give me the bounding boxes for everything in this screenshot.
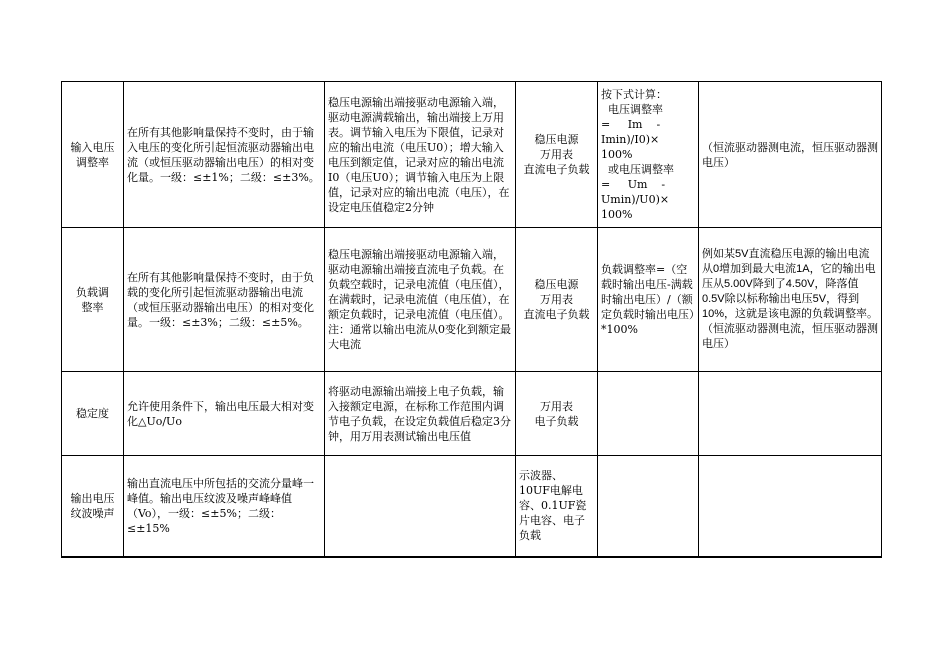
- calculation-cell: [598, 372, 699, 456]
- calculation-cell: 按下式计算： 电压调整率 = Im - Imin)/I0)× 100% 或电压调整率 = Um - Umin)/U0)× 100%: [598, 82, 699, 228]
- definition-cell: 在所有其他影响量保持不变时，由于输入电压的变化所引起恒流驱动器输出电流（或恒压驱动器输出电压）的相对变化量。一级：≤±1%；二级：≤±3%。: [124, 82, 325, 228]
- equipment-cell: 万用表 电子负载: [516, 372, 598, 456]
- test-method-cell: 稳压电源输出端接驱动电源输入端，驱动电源满载输出，输出端接上万用表。调节输入电压为下限值，记录对应的输出电流（电压U0）；增大输入电压到额定值，记录对应的输出电流I0（电压U0）；调节输入电压为上限值，记录对应的输出电流（电压），在设定电压值稳定2分钟: [325, 82, 516, 228]
- calculation-cell: 负载调整率=（空载时输出电压-满载时输出电压）/（额定负载时输出电压）*100%: [598, 228, 699, 372]
- item-name-cell: 输入电压 调整率: [62, 82, 124, 228]
- equipment-cell: 示波器、 10UF电解电容、0.1UF瓷片电容、电子负载: [516, 456, 598, 557]
- definition-cell: 允许使用条件下，输出电压最大相对变化△Uo/Uo: [124, 372, 325, 456]
- remark-cell: [699, 372, 882, 456]
- calculation-cell: [598, 456, 699, 557]
- test-spec-table: [61, 81, 882, 558]
- table-row: [62, 372, 882, 456]
- definition-cell: 在所有其他影响量保持不变时，由于负载的变化所引起恒流驱动器输出电流（或恒压驱动器输出电压）的相对变化量。一级：≤±3%；二级：≤±5%。: [124, 228, 325, 372]
- test-method-cell: 将驱动电源输出端接上电子负载，输入接额定电源，在标称工作范围内调节电子负载，在设定负载值后稳定3分钟，用万用表测试输出电压值: [325, 372, 516, 456]
- equipment-cell: 稳压电源 万用表 直流电子负载: [516, 82, 598, 228]
- table-row: [62, 228, 882, 372]
- remark-cell: 例如某5V直流稳压电源的输出电流从0增加到最大电流1A，它的输出电压从5.00V降到了4.50V，降落值0.5V除以标称输出电压5V，得到10%，这就是该电源的负载调整率。（恒流驱动器测电流，恒压驱动器测电压）: [699, 228, 882, 372]
- item-name-cell: 稳定度: [62, 372, 124, 456]
- table-row: [62, 456, 882, 557]
- remark-cell: [699, 456, 882, 557]
- remark-cell: （恒流驱动器测电流，恒压驱动器测电压）: [699, 82, 882, 228]
- table-row: [62, 82, 882, 228]
- item-name-cell: 输出电压 纹波噪声: [62, 456, 124, 557]
- definition-cell: 输出直流电压中所包括的交流分量峰一峰值。输出电压纹波及噪声峰峰值（Vo），一级：≤±5%；二级：≤±15%: [124, 456, 325, 557]
- equipment-cell: 稳压电源 万用表 直流电子负载: [516, 228, 598, 372]
- test-method-cell: 稳压电源输出端接驱动电源输入端，驱动电源输出端接直流电子负载。在负载空载时，记录电流值（电压值），在满载时，记录电流值（电压值），在额定负载时，记录电流值（电压值）。 注：通常以输出电流从0变化到额定最大电流: [325, 228, 516, 372]
- item-name-cell: 负载调 整率: [62, 228, 124, 372]
- test-method-cell: [325, 456, 516, 557]
